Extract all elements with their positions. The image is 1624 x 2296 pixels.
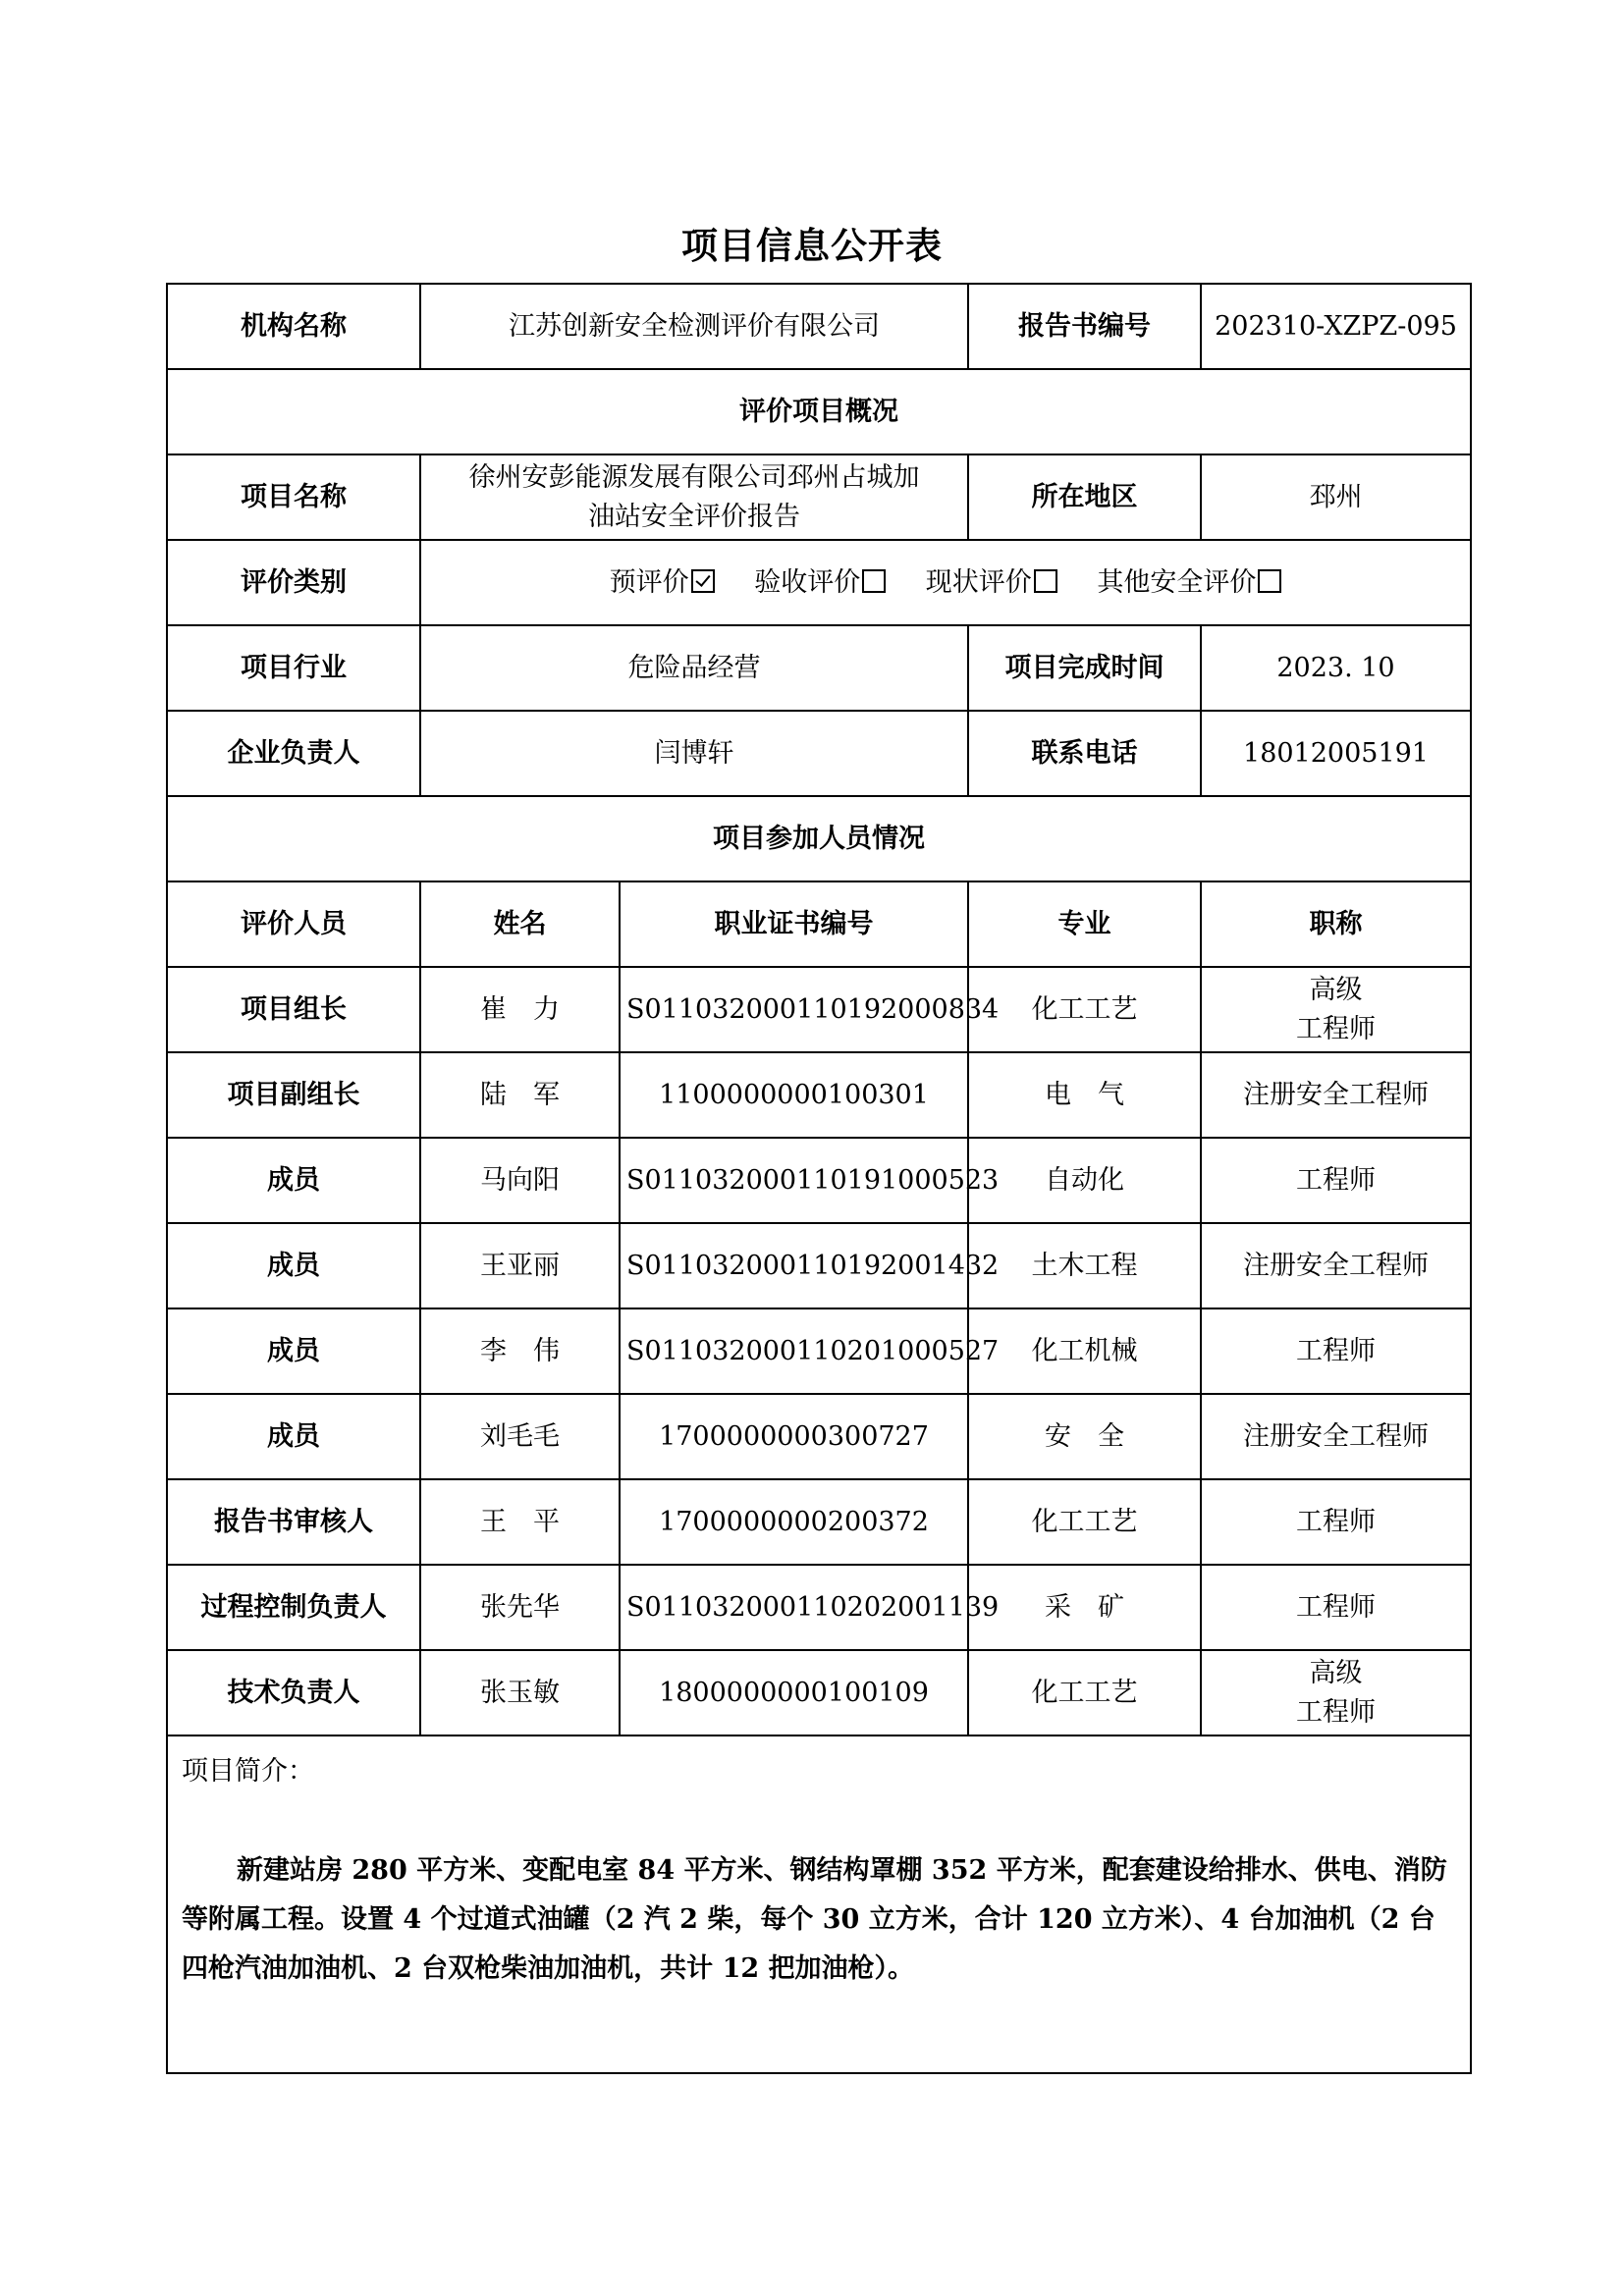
overview-section-row	[167, 369, 1471, 454]
staff-name: 陆 军	[420, 1052, 620, 1138]
staff-major: 土木工程	[968, 1223, 1201, 1308]
staff-role: 项目副组长	[167, 1052, 420, 1138]
staff-cert: S011032000110192001432	[620, 1223, 968, 1308]
staff-name: 王 平	[420, 1479, 620, 1565]
staff-cert: S011032000110191000523	[620, 1138, 968, 1223]
category-option-acceptance: 验收评价	[754, 563, 886, 603]
staff-title: 工程师	[1201, 1479, 1471, 1565]
intro-cell	[167, 1735, 1471, 2073]
org-row	[167, 284, 1471, 369]
staff-name: 王亚丽	[420, 1223, 620, 1308]
info-table	[166, 283, 1472, 2074]
staff-row	[167, 1479, 1471, 1565]
header-title: 职称	[1201, 881, 1471, 967]
intro-label: 项目简介：	[182, 1756, 314, 1787]
intro-row	[167, 1735, 1471, 2073]
staff-major: 自动化	[968, 1138, 1201, 1223]
category-options	[420, 540, 1471, 625]
project-name-value	[420, 454, 968, 540]
page-title: 项目信息公开表	[681, 225, 943, 267]
region-value: 邳州	[1201, 454, 1471, 540]
project-name-line1: 徐州安彭能源发展有限公司邳州占城加	[468, 461, 920, 493]
staff-role: 成员	[167, 1308, 420, 1394]
staff-cert: S011032000110202001139	[620, 1565, 968, 1650]
category-label: 评价类别	[167, 540, 420, 625]
project-name-label: 项目名称	[167, 454, 420, 540]
manager-value: 闫博轩	[420, 711, 968, 796]
staff-row	[167, 1138, 1471, 1223]
staff-title: 注册安全工程师	[1201, 1052, 1471, 1138]
staff-role: 成员	[167, 1394, 420, 1479]
staff-major: 安 全	[968, 1394, 1201, 1479]
staff-row	[167, 1565, 1471, 1650]
staff-name: 张玉敏	[420, 1650, 620, 1735]
staff-role: 项目组长	[167, 967, 420, 1052]
org-name-label: 机构名称	[167, 284, 420, 369]
staff-name: 张先华	[420, 1565, 620, 1650]
staff-row	[167, 967, 1471, 1052]
industry-row	[167, 625, 1471, 711]
staff-title: 高级 工程师	[1201, 967, 1471, 1052]
staff-major: 采 矿	[968, 1565, 1201, 1650]
industry-label: 项目行业	[167, 625, 420, 711]
staff-role: 过程控制负责人	[167, 1565, 420, 1650]
staff-name: 马向阳	[420, 1138, 620, 1223]
staff-cert: 1800000000100109	[620, 1650, 968, 1735]
staff-row	[167, 1394, 1471, 1479]
staff-major: 化工工艺	[968, 1650, 1201, 1735]
staff-cert: 1700000000300727	[620, 1394, 968, 1479]
staff-section-title: 项目参加人员情况	[167, 796, 1471, 881]
staff-row	[167, 1223, 1471, 1308]
checkbox-empty-icon	[1258, 569, 1281, 593]
staff-role: 成员	[167, 1223, 420, 1308]
org-name-value: 江苏创新安全检测评价有限公司	[420, 284, 968, 369]
phone-label: 联系电话	[968, 711, 1201, 796]
staff-major: 化工工艺	[968, 1479, 1201, 1565]
staff-row	[167, 1650, 1471, 1735]
manager-label: 企业负责人	[167, 711, 420, 796]
report-no-value: 202310-XZPZ-095	[1201, 284, 1471, 369]
checkbox-checked-icon	[691, 569, 715, 593]
staff-cert: S011032000110201000527	[620, 1308, 968, 1394]
intro-text: 新建站房 280 平方米、变配电室 84 平方米、钢结构罩棚 352 平方米，配套建设给排水、供电、消防等附属工程。设置 4 个过道式油罐（2 汽 2 柴，每个 30 立方米，合计 120 立方米）、4 台加油机（2 台四枪汽油加油机、2 台双枪柴油加油机，共计 12 把加油枪）。	[182, 1855, 1447, 1984]
phone-value: 18012005191	[1201, 711, 1471, 796]
category-row	[167, 540, 1471, 625]
staff-cert: 1100000000100301	[620, 1052, 968, 1138]
project-name-line2: 油站安全评价报告	[588, 501, 800, 532]
category-option-status: 现状评价	[926, 563, 1057, 603]
report-no-label: 报告书编号	[968, 284, 1201, 369]
region-label: 所在地区	[968, 454, 1201, 540]
staff-title: 高级 工程师	[1201, 1650, 1471, 1735]
header-cert: 职业证书编号	[620, 881, 968, 967]
category-option-pre: 预评价	[610, 563, 715, 603]
checkbox-empty-icon	[1034, 569, 1057, 593]
manager-row	[167, 711, 1471, 796]
staff-major: 化工机械	[968, 1308, 1201, 1394]
project-name-row	[167, 454, 1471, 540]
finish-time-value: 2023. 10	[1201, 625, 1471, 711]
staff-name: 刘毛毛	[420, 1394, 620, 1479]
staff-row	[167, 1052, 1471, 1138]
staff-major: 化工工艺	[968, 967, 1201, 1052]
staff-title: 工程师	[1201, 1565, 1471, 1650]
staff-name: 崔 力	[420, 967, 620, 1052]
checkbox-empty-icon	[862, 569, 886, 593]
finish-time-label: 项目完成时间	[968, 625, 1201, 711]
staff-title: 工程师	[1201, 1138, 1471, 1223]
overview-section-title: 评价项目概况	[167, 369, 1471, 454]
staff-row	[167, 1308, 1471, 1394]
staff-role: 报告书审核人	[167, 1479, 420, 1565]
staff-name: 李 伟	[420, 1308, 620, 1394]
header-name: 姓名	[420, 881, 620, 967]
industry-value: 危险品经营	[420, 625, 968, 711]
staff-title: 注册安全工程师	[1201, 1394, 1471, 1479]
staff-title: 工程师	[1201, 1308, 1471, 1394]
staff-major: 电 气	[968, 1052, 1201, 1138]
header-role: 评价人员	[167, 881, 420, 967]
staff-cert: S011032000110192000834	[620, 967, 968, 1052]
staff-role: 技术负责人	[167, 1650, 420, 1735]
category-option-other: 其他安全评价	[1097, 563, 1281, 603]
staff-section-row	[167, 796, 1471, 881]
staff-header-row	[167, 881, 1471, 967]
header-major: 专业	[968, 881, 1201, 967]
staff-role: 成员	[167, 1138, 420, 1223]
staff-cert: 1700000000200372	[620, 1479, 968, 1565]
staff-title: 注册安全工程师	[1201, 1223, 1471, 1308]
